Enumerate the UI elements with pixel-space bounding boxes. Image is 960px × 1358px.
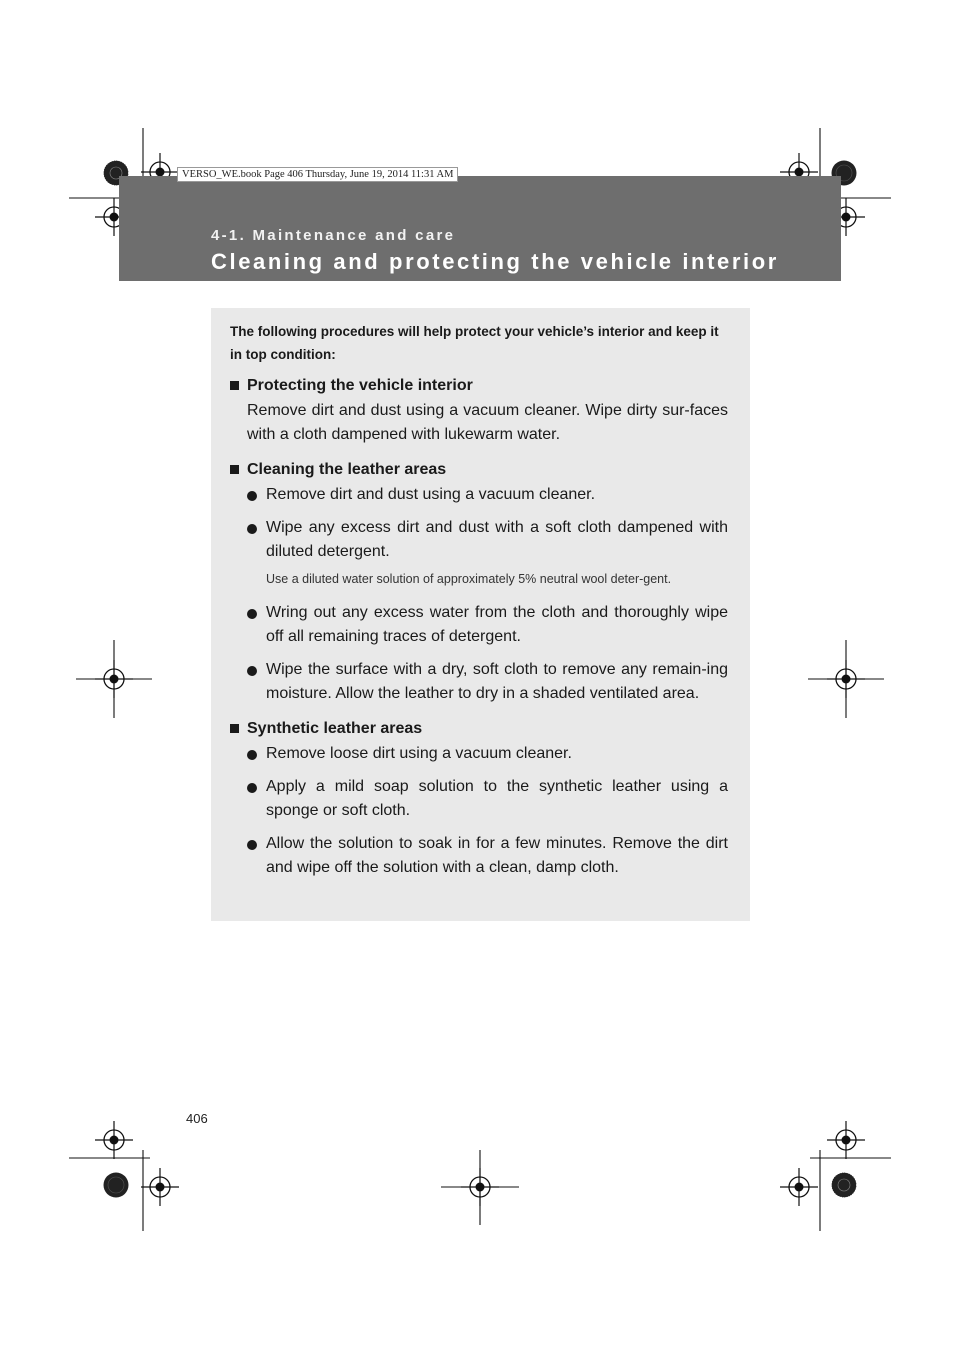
header-band xyxy=(119,176,841,281)
round-bullet-icon xyxy=(247,609,257,619)
square-bullet-icon xyxy=(230,381,239,390)
section-label: 4-1. Maintenance and care xyxy=(211,227,456,244)
section-heading-text: Protecting the vehicle interior xyxy=(247,377,473,394)
page-title: Cleaning and protecting the vehicle interior xyxy=(211,249,779,274)
list-item-text: Wipe any excess dirt and dust with a soft cloth dampened with diluted detergent. xyxy=(266,519,728,560)
square-bullet-icon xyxy=(230,724,239,733)
intro-text: The following procedures will help protect your vehicle’s interior and keep it in top condition: xyxy=(230,324,719,362)
list-item-text: Wipe the surface with a dry, soft cloth to remove any remain-ing moisture. Allow the leather to dry in a shaded ventilated area. xyxy=(266,661,728,702)
section-paragraph: Remove dirt and dust using a vacuum cleaner. Wipe dirty sur-faces with a cloth dampened with lukewarm water. xyxy=(247,402,728,443)
book-stamp: VERSO_WE.book Page 406 Thursday, June 19, 2014 11:31 AM xyxy=(177,167,458,182)
list-item xyxy=(230,658,728,706)
round-bullet-icon xyxy=(247,840,257,850)
section-heading xyxy=(230,459,728,481)
round-bullet-icon xyxy=(247,524,257,534)
section-heading-text: Cleaning the leather areas xyxy=(247,461,447,478)
content-box xyxy=(211,308,750,921)
list-item xyxy=(230,516,728,564)
list-item-text: Remove loose dirt using a vacuum cleaner. xyxy=(266,745,572,762)
square-bullet-icon xyxy=(230,465,239,474)
list-item-text: Remove dirt and dust using a vacuum cleaner. xyxy=(266,486,596,503)
list-item xyxy=(230,483,728,507)
round-bullet-icon xyxy=(247,750,257,760)
list-item-text: Allow the solution to soak in for a few minutes. Remove the dirt and wipe off the solution with a clean, damp cloth. xyxy=(266,835,728,876)
list-item-text: Apply a mild soap solution to the synthetic leather using a sponge or soft cloth. xyxy=(266,778,728,819)
section-heading xyxy=(230,375,728,397)
round-bullet-icon xyxy=(247,783,257,793)
round-bullet-icon xyxy=(247,666,257,676)
page-number: 406 xyxy=(186,1111,208,1126)
list-item xyxy=(230,601,728,649)
section-heading-text: Synthetic leather areas xyxy=(247,720,423,737)
list-item xyxy=(230,832,728,880)
round-bullet-icon xyxy=(247,491,257,501)
note-text: Use a diluted water solution of approximately 5% neutral wool deter-gent. xyxy=(266,572,672,586)
list-item xyxy=(230,742,728,766)
list-item-text: Wring out any excess water from the cloth and thoroughly wipe off all remaining traces of detergent. xyxy=(266,604,728,645)
list-item xyxy=(230,775,728,823)
section-heading xyxy=(230,718,728,740)
